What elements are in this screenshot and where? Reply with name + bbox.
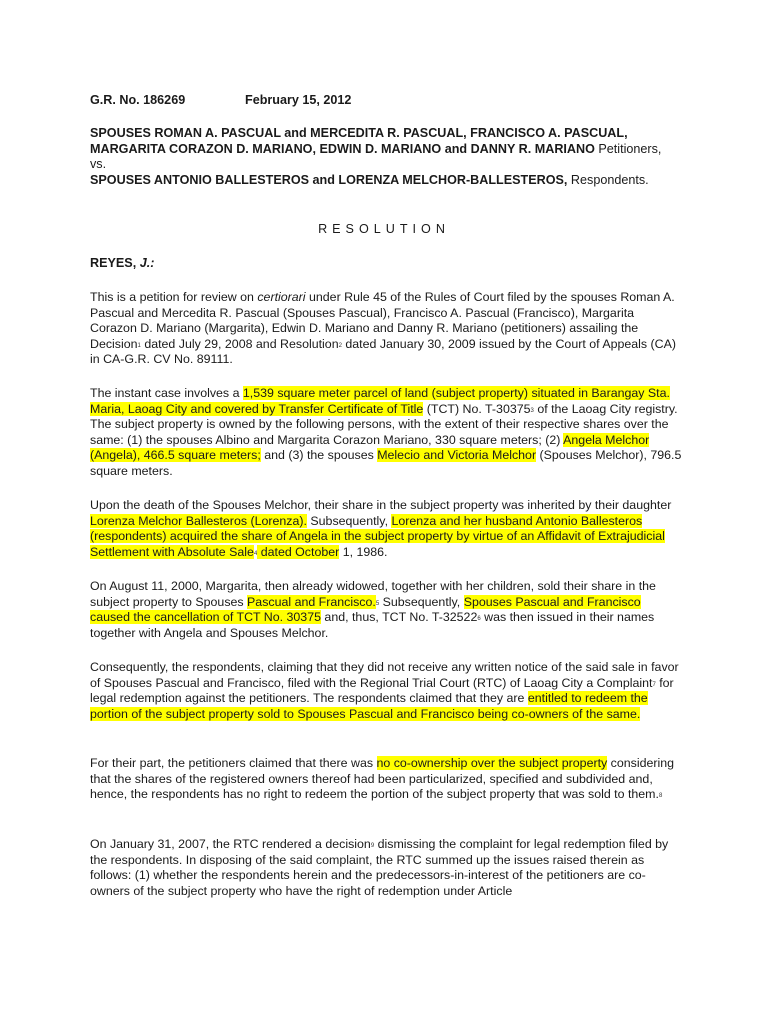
petitioners-label: Petitioners, <box>594 141 662 156</box>
text-run: Consequently, the respondents, claiming that they did not receive any written notice of the said sale in favor of Spouses Pascual and Francisco, filed with the Regional Trial Court (RTC) of Laoag City a Complaint <box>90 660 679 690</box>
petitioners-names: SPOUSES ROMAN A. PASCUAL and MERCEDITA R. PASCUAL, FRANCISCO A. PASCUAL, MARGARITA CORAZON D. MARIANO, EDWIN D. MARIANO and DANNY R. MARIANO <box>90 126 628 156</box>
highlighted-text: no co-ownership over the subject property <box>376 756 608 770</box>
text-run: dated July 29, 2008 and Resolution <box>140 336 339 351</box>
paragraph-6 <box>90 756 682 803</box>
footnote-link[interactable]: 2 <box>338 342 342 349</box>
highlighted-text: 1,539 square meter parcel of land (subject property) situated in Barangay Sta. Maria, Laoag City and covered by Transfer Certificate of Title <box>90 386 670 416</box>
footnote-link[interactable]: 4 <box>253 550 258 557</box>
text-run: On January 31, 2007, the RTC rendered a decision <box>90 837 371 851</box>
text-run: dismissing the complaint for legal redemption filed by the respondents. In disposing of the said complaint, the RTC summed up the issues raised therein as follows: (1) whether the respondents herein and the predecessors-in-interest of the petitioners are co-owners of the subject property who have the right of redemption under Article <box>90 837 669 898</box>
highlighted-text: Lorenza and her husband Antonio Ballesteros (respondents) acquired the share of Angela in the subject property by virtue of an Affidavit of Extrajudicial Settlement with Absolute Sale <box>90 513 665 559</box>
versus-label: vs. <box>90 157 107 172</box>
text-run: 1, 1986. <box>339 544 388 559</box>
footnote-link[interactable]: 3 <box>530 407 534 414</box>
footnote-link[interactable]: 1 <box>137 342 141 349</box>
decision-date: February 15, 2012 <box>245 93 352 107</box>
case-header <box>90 93 352 109</box>
text-run: dated January 30, 2009 issued by the Court of Appeals (CA) in CA-G.R. CV No. 89111. <box>90 336 677 367</box>
highlighted-text: Pascual and Francisco. <box>247 594 376 609</box>
paragraph-7 <box>90 837 682 899</box>
text-run-italic: certiorari <box>257 290 306 304</box>
text-run: and, thus, TCT No. T-32522 <box>320 610 478 625</box>
text-run: and (3) the spouses <box>260 448 378 463</box>
paragraph-4 <box>90 579 682 641</box>
case-parties <box>90 126 690 188</box>
highlighted-text: Spouses Pascual and Francisco caused the cancellation of TCT No. 30375 <box>90 594 641 625</box>
text-run: (TCT) No. T-30375 <box>423 401 531 416</box>
text-run: The instant case involves a <box>90 386 243 400</box>
text-run: under Rule 45 of the Rules of Court filed by the spouses Roman A. Pascual and Mercedita R. Pascual (Spouses Pascual), Francisco A. Pascual (Francisco), Margarita Corazon D. Mariano (Margarita), Edwin D. Mariano and Danny R. Mariano (petitioners) assailing the Decision <box>90 290 675 351</box>
text-run: Subsequently, <box>379 594 464 609</box>
text-run: On August 11, 2000, Margarita, then already widowed, together with her children, sold their share in the subject property to Spouses <box>90 579 656 609</box>
highlighted-text: Lorenza Melchor Ballesteros (Lorenza). <box>90 513 307 528</box>
paragraph-1 <box>90 290 682 368</box>
respondents-label: Respondents. <box>567 172 649 187</box>
respondents-names: SPOUSES ANTONIO BALLESTEROS and LORENZA MELCHOR-BALLESTEROS, <box>90 172 568 187</box>
text-run: was then issued in their names together with Angela and Spouses Melchor. <box>90 610 655 640</box>
text-run: for legal redemption against the petitioners. The respondents claimed that they are <box>90 675 674 706</box>
highlighted-text: dated October <box>257 544 340 559</box>
text-run: Upon the death of the Spouses Melchor, their share in the subject property was inherited by their daughter <box>90 498 672 512</box>
paragraph-5 <box>90 660 682 722</box>
paragraph-2 <box>90 386 682 480</box>
gr-number: G.R. No. 186269 <box>90 93 186 107</box>
highlighted-text: entitled to redeem the portion of the subject property sold to Spouses Pascual and Francisco being co-owners of the same. <box>90 691 648 721</box>
ponente <box>90 256 154 272</box>
text-run: (Spouses Melchor), 796.5 square meters. <box>90 448 682 478</box>
footnote-link[interactable]: 9 <box>370 843 375 849</box>
text-run: of the Laoag City registry. The subject property is owned by the following persons, with the extent of their respective shares over the same: (1) the spouses Albino and Margarita Corazon Mariano, 330 square meters; (2) <box>90 401 678 447</box>
highlighted-text: Melecio and Victoria Melchor <box>377 448 537 463</box>
footnote-link[interactable]: 5 <box>375 600 380 607</box>
highlighted-text: Angela Melchor (Angela), 466.5 square meters; <box>90 432 650 463</box>
ponente-title: J.: <box>139 256 155 270</box>
text-run: This is a petition for review on <box>90 290 258 304</box>
text-run: considering that the shares of the registered owners thereof had been particularized, specified and subdivided and, hence, the respondents has no right to redeem the portion of the subject property that was sold to them. <box>90 756 675 802</box>
footnote-link[interactable]: 7 <box>652 681 656 688</box>
footnote-link[interactable]: 8 <box>658 793 663 800</box>
text-run: For their part, the petitioners claimed that there was <box>90 756 377 770</box>
document-title: RESOLUTION <box>318 222 450 236</box>
ponente-name: REYES, <box>90 256 140 270</box>
text-run: Subsequently, <box>306 513 392 528</box>
paragraph-3 <box>90 498 682 560</box>
footnote-link[interactable]: 6 <box>477 616 481 623</box>
